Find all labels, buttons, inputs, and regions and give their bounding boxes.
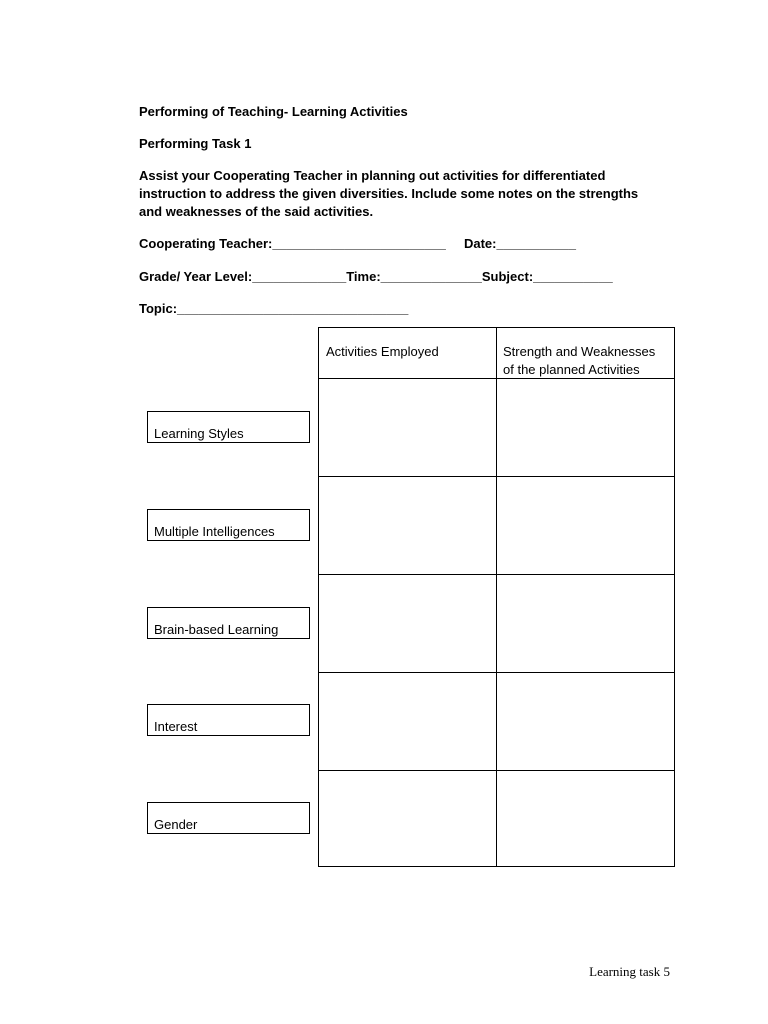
row-label-multiple-intelligences [147, 509, 310, 541]
grade-time-subject-field[interactable]: Grade/ Year Level:_____________Time:______________Subject:___________ [139, 269, 613, 284]
topic-field[interactable]: Topic:________________________________ [139, 301, 409, 316]
row-label-text: Brain-based Learning [154, 622, 279, 637]
cell-activities-interest[interactable] [319, 673, 496, 770]
header-strength-weaknesses [503, 343, 655, 379]
cell-strengths-multiple-intelligences[interactable] [497, 477, 674, 574]
page-footer: Learning task 5 [589, 964, 670, 979]
row-label-gender [147, 802, 310, 834]
row-label-brain-based-learning [147, 607, 310, 639]
header-line: of the planned Activities [503, 362, 640, 377]
activities-table [318, 327, 675, 867]
cell-strengths-interest[interactable] [497, 673, 674, 770]
header-activities-employed: Activities Employed [326, 344, 439, 359]
cell-activities-brain-based-learning[interactable] [319, 575, 496, 672]
cell-strengths-learning-styles[interactable] [497, 379, 674, 476]
row-label-text: Multiple Intelligences [154, 524, 275, 539]
instruction-line-3: and weaknesses of the said activities. [139, 204, 374, 219]
cell-strengths-gender[interactable] [497, 771, 674, 866]
task-title: Performing Task 1 [139, 136, 252, 151]
header-line: Strength and Weaknesses [503, 344, 656, 359]
cell-strengths-brain-based-learning[interactable] [497, 575, 674, 672]
instruction-line-1: Assist your Cooperating Teacher in planning out activities for differentiated [139, 168, 606, 183]
row-label-interest [147, 704, 310, 736]
cell-activities-learning-styles[interactable] [319, 379, 496, 476]
row-label-text: Interest [154, 719, 198, 734]
cooperating-teacher-date-field[interactable]: Cooperating Teacher:________________________ Date:___________ [139, 236, 577, 251]
instruction-line-2: instruction to address the given diversities. Include some notes on the strengths [139, 186, 639, 201]
document-heading: Performing of Teaching- Learning Activities [139, 104, 408, 119]
row-label-text: Learning Styles [154, 426, 244, 441]
row-label-text: Gender [154, 817, 198, 832]
cell-activities-gender[interactable] [319, 771, 496, 866]
cell-activities-multiple-intelligences[interactable] [319, 477, 496, 574]
row-label-learning-styles [147, 411, 310, 443]
